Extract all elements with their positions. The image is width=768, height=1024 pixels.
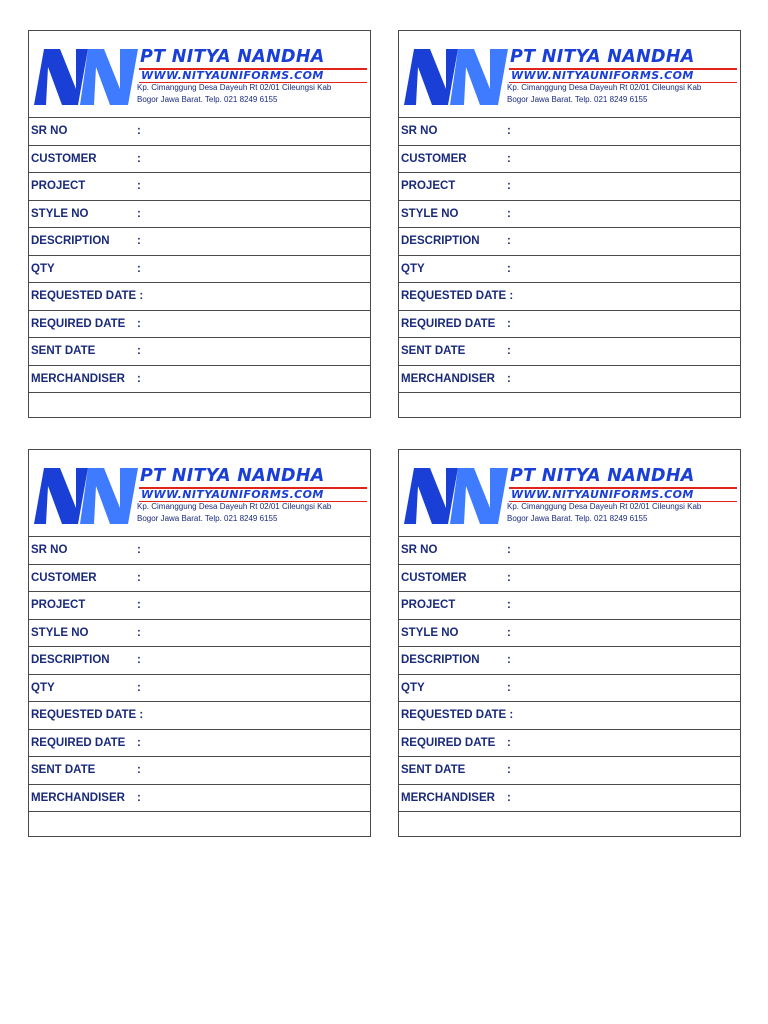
field-separator: : <box>507 791 511 804</box>
address-line-2: Bogor Jawa Barat. Telp. 021 8249 6155 <box>507 514 648 523</box>
field-label: QTY <box>31 681 55 694</box>
field-row-requested-date <box>29 283 370 311</box>
field-separator: : <box>507 764 511 776</box>
label-card-bottom-left <box>28 449 371 837</box>
company-website: WWW.NITYAUNIFORMS.COM <box>141 69 324 82</box>
company-address <box>137 501 331 525</box>
field-label: DESCRIPTION <box>401 235 480 247</box>
field-separator: : <box>507 736 511 749</box>
field-separator: : <box>137 681 141 694</box>
field-separator: : <box>137 207 141 220</box>
field-row-blank <box>29 393 370 421</box>
company-name: PT NITYA NANDHA <box>510 47 695 67</box>
field-separator: : <box>507 207 511 220</box>
address-line-2: Bogor Jawa Barat. Telp. 021 8249 6155 <box>137 514 278 523</box>
company-website: WWW.NITYAUNIFORMS.COM <box>141 488 324 501</box>
field-row-style-no <box>29 620 370 648</box>
address-line-1: Kp. Cimanggung Desa Dayeuh Rt 02/01 Cileungsi Kab <box>507 83 702 92</box>
field-separator: : <box>139 709 144 721</box>
field-separator: : <box>137 626 141 639</box>
field-label: SR NO <box>401 544 438 556</box>
field-label: CUSTOMER <box>401 152 467 165</box>
field-row-merchandiser <box>29 785 370 813</box>
field-separator: : <box>137 345 141 357</box>
field-separator: : <box>507 544 511 556</box>
address-line-2: Bogor Jawa Barat. Telp. 021 8249 6155 <box>137 95 278 104</box>
label-card-bottom-right <box>398 449 741 837</box>
field-label: SR NO <box>31 125 68 137</box>
field-separator: : <box>137 317 141 330</box>
field-separator: : <box>137 764 141 776</box>
field-row-required-date <box>29 311 370 339</box>
card-header <box>399 31 740 118</box>
field-row-customer <box>29 565 370 593</box>
field-row-sr-no <box>29 537 370 565</box>
field-row-project <box>399 592 740 620</box>
field-label: STYLE NO <box>31 207 89 220</box>
label-card-top-right <box>398 30 741 418</box>
field-separator: : <box>507 152 511 165</box>
field-separator: : <box>507 571 511 584</box>
field-separator: : <box>507 654 511 666</box>
field-row-style-no <box>29 201 370 229</box>
company-website: WWW.NITYAUNIFORMS.COM <box>511 488 694 501</box>
field-label: PROJECT <box>31 599 86 611</box>
field-separator: : <box>137 152 141 165</box>
field-row-qty <box>29 256 370 284</box>
field-row-sent-date <box>399 338 740 366</box>
field-separator: : <box>507 125 511 137</box>
company-address <box>507 501 701 525</box>
field-label: MERCHANDISER <box>31 791 125 804</box>
label-card-top-left <box>28 30 371 418</box>
field-row-project <box>29 592 370 620</box>
field-row-description <box>399 647 740 675</box>
field-row-qty <box>29 675 370 703</box>
company-logo-icon <box>404 49 508 105</box>
field-separator: : <box>507 235 511 247</box>
field-row-sent-date <box>29 338 370 366</box>
field-label: REQUIRED DATE <box>31 317 126 330</box>
field-label: SENT DATE <box>401 345 466 357</box>
company-website: WWW.NITYAUNIFORMS.COM <box>511 69 694 82</box>
field-row-description <box>399 228 740 256</box>
field-label: DESCRIPTION <box>31 235 110 247</box>
field-separator: : <box>137 180 141 192</box>
field-row-required-date <box>399 730 740 758</box>
field-separator: : <box>507 262 511 275</box>
company-logo-icon <box>34 468 138 524</box>
field-label: SENT DATE <box>31 345 96 357</box>
field-row-customer <box>29 146 370 174</box>
field-label: REQUESTED DATE : <box>31 709 144 721</box>
field-label: REQUESTED DATE : <box>401 290 514 302</box>
field-row-blank <box>399 812 740 840</box>
address-line-1: Kp. Cimanggung Desa Dayeuh Rt 02/01 Cileungsi Kab <box>507 502 702 511</box>
field-label: STYLE NO <box>31 626 89 639</box>
field-row-merchandiser <box>399 366 740 394</box>
field-row-merchandiser <box>399 785 740 813</box>
address-line-1: Kp. Cimanggung Desa Dayeuh Rt 02/01 Cileungsi Kab <box>137 502 332 511</box>
field-separator: : <box>137 544 141 556</box>
field-separator: : <box>507 180 511 192</box>
field-row-requested-date <box>399 702 740 730</box>
field-label: DESCRIPTION <box>401 654 480 666</box>
field-row-qty <box>399 675 740 703</box>
field-row-sr-no <box>29 118 370 146</box>
field-label: SR NO <box>401 125 438 137</box>
field-row-required-date <box>29 730 370 758</box>
company-name: PT NITYA NANDHA <box>510 466 695 486</box>
field-separator: : <box>507 345 511 357</box>
field-row-project <box>29 173 370 201</box>
field-separator: : <box>137 736 141 749</box>
field-label: SENT DATE <box>31 764 96 776</box>
field-separator: : <box>139 290 144 302</box>
field-label: SENT DATE <box>401 764 466 776</box>
field-label: PROJECT <box>31 180 86 192</box>
field-label: CUSTOMER <box>31 152 97 165</box>
field-separator: : <box>507 599 511 611</box>
field-row-project <box>399 173 740 201</box>
field-label: CUSTOMER <box>401 571 467 584</box>
field-label: DESCRIPTION <box>31 654 110 666</box>
field-label: MERCHANDISER <box>31 372 125 385</box>
field-row-style-no <box>399 201 740 229</box>
company-name: PT NITYA NANDHA <box>140 47 325 67</box>
field-row-merchandiser <box>29 366 370 394</box>
company-name: PT NITYA NANDHA <box>140 466 325 486</box>
card-header <box>29 450 370 537</box>
company-logo-icon <box>404 468 508 524</box>
field-label: REQUIRED DATE <box>401 317 496 330</box>
field-label: REQUIRED DATE <box>31 736 126 749</box>
field-label: MERCHANDISER <box>401 791 495 804</box>
field-row-customer <box>399 565 740 593</box>
field-separator: : <box>507 681 511 694</box>
card-header <box>399 450 740 537</box>
address-line-1: Kp. Cimanggung Desa Dayeuh Rt 02/01 Cileungsi Kab <box>137 83 332 92</box>
field-row-requested-date <box>29 702 370 730</box>
field-row-style-no <box>399 620 740 648</box>
field-label: REQUESTED DATE : <box>31 290 144 302</box>
address-line-2: Bogor Jawa Barat. Telp. 021 8249 6155 <box>507 95 648 104</box>
company-address <box>137 82 331 106</box>
field-row-requested-date <box>399 283 740 311</box>
field-label: MERCHANDISER <box>401 372 495 385</box>
field-separator: : <box>137 654 141 666</box>
field-row-sr-no <box>399 118 740 146</box>
field-row-sr-no <box>399 537 740 565</box>
field-separator: : <box>137 571 141 584</box>
field-label: QTY <box>401 681 425 694</box>
field-row-blank <box>29 812 370 840</box>
company-logo-icon <box>34 49 138 105</box>
field-separator: : <box>137 125 141 137</box>
field-separator: : <box>137 791 141 804</box>
field-label: PROJECT <box>401 180 456 192</box>
field-separator: : <box>507 372 511 385</box>
field-separator: : <box>509 709 514 721</box>
field-separator: : <box>137 372 141 385</box>
field-row-customer <box>399 146 740 174</box>
field-row-sent-date <box>399 757 740 785</box>
card-header <box>29 31 370 118</box>
field-row-required-date <box>399 311 740 339</box>
company-address <box>507 82 701 106</box>
field-label: QTY <box>31 262 55 275</box>
field-label: QTY <box>401 262 425 275</box>
field-separator: : <box>137 262 141 275</box>
field-separator: : <box>137 235 141 247</box>
field-label: REQUIRED DATE <box>401 736 496 749</box>
field-row-sent-date <box>29 757 370 785</box>
field-separator: : <box>507 317 511 330</box>
field-label: SR NO <box>31 544 68 556</box>
field-separator: : <box>507 626 511 639</box>
field-separator: : <box>509 290 514 302</box>
field-row-qty <box>399 256 740 284</box>
field-label: CUSTOMER <box>31 571 97 584</box>
field-separator: : <box>137 599 141 611</box>
field-label: REQUESTED DATE : <box>401 709 514 721</box>
field-row-blank <box>399 393 740 421</box>
field-row-description <box>29 647 370 675</box>
field-label: PROJECT <box>401 599 456 611</box>
field-label: STYLE NO <box>401 626 459 639</box>
field-label: STYLE NO <box>401 207 459 220</box>
field-row-description <box>29 228 370 256</box>
